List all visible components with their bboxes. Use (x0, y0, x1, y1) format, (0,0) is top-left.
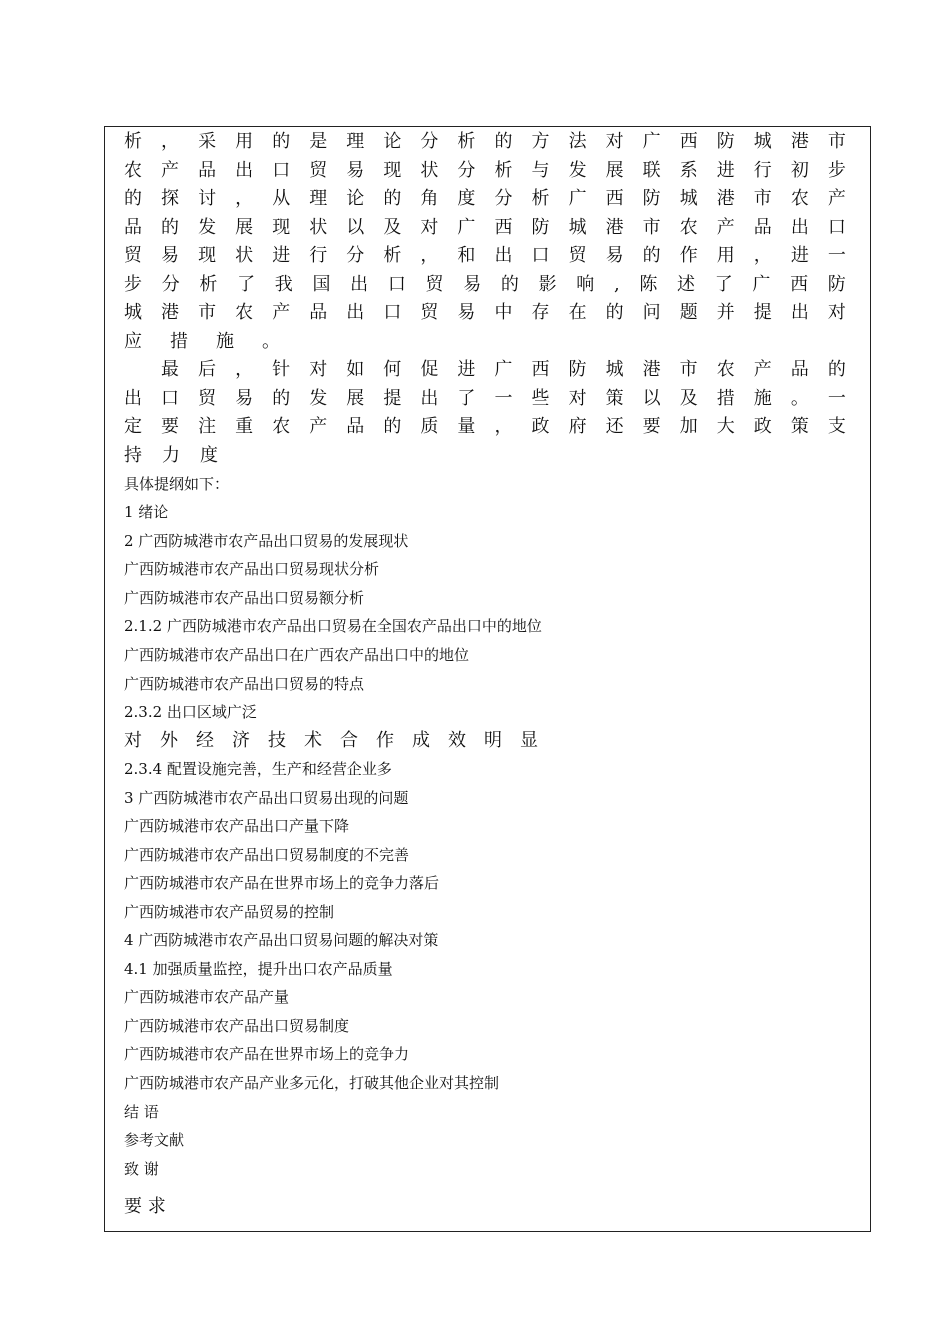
outline-heading: 具体提纲如下： (124, 475, 230, 493)
paragraph-line: 步 分 析 了 我 国 出 口 贸 易 的 影 响 , 陈 述 了 广 西 防 (124, 274, 846, 295)
outline-conclusion: 结 语 (124, 1103, 159, 1121)
outline-item: 广西防城港市农产品出口贸易额分析 (124, 589, 365, 607)
paragraph-line: 贸 易 现 状 进 行 分 析 ， 和 出 口 贸 易 的 作 用 ， 进 一 (124, 245, 846, 266)
outline-item: 广西防城港市农产品出口贸易的特点 (124, 675, 365, 693)
outline-item: 广西防城港市农产品出口贸易现状分析 (124, 560, 380, 578)
outline-item: 广西防城港市农产品贸易的控制 (124, 903, 335, 921)
outline-item: 2 广西防城港市农产品出口贸易的发展现状 (124, 532, 409, 550)
outline-item: 广西防城港市农产品产量 (124, 988, 290, 1006)
requirements-heading: 要 求 (124, 1196, 166, 1217)
paragraph-line: 品 的 发 展 现 状 以 及 对 广 西 防 城 港 市 农 产 品 出 口 (124, 217, 846, 238)
paragraph-line: 的 探 讨 ， 从 理 论 的 角 度 分 析 广 西 防 城 港 市 农 产 (124, 188, 846, 209)
outline-item: 广西防城港市农产品出口贸易制度的不完善 (124, 846, 410, 864)
outline-thanks: 致 谢 (124, 1160, 159, 1178)
paragraph-line: 定 要 注 重 农 产 品 的 质 量 ， 政 府 还 要 加 大 政 策 支 (124, 416, 846, 437)
paragraph-line: 出 口 贸 易 的 发 展 提 出 了 一 些 对 策 以 及 措 施 。 一 (124, 388, 846, 409)
outline-item: 广西防城港市农产品在世界市场上的竞争力 (124, 1045, 410, 1063)
outline-item: 广西防城港市农产品产业多元化，打破其他企业对其控制 (124, 1074, 500, 1092)
paragraph-first-line: 最 后 ， 针 对 如 何 促 进 广 西 防 城 港 市 农 产 品 的 (161, 359, 846, 380)
outline-item: 2.3.2 出口区域广泛 (124, 703, 257, 721)
outline-item: 1 绪论 (124, 503, 169, 521)
outline-item: 2.1.2 广西防城港市农产品出口贸易在全国农产品出口中的地位 (124, 617, 542, 635)
outline-item: 广西防城港市农产品出口在广西农产品出口中的地位 (124, 646, 470, 664)
outline-item: 4.1 加强质量监控，提升出口农产品质量 (124, 960, 393, 978)
outline-item: 广西防城港市农产品在世界市场上的竞争力落后 (124, 874, 440, 892)
outline-item: 广西防城港市农产品出口贸易制度 (124, 1017, 350, 1035)
paragraph-line: 农 产 品 出 口 贸 易 现 状 分 析 与 发 展 联 系 进 行 初 步 (124, 160, 846, 181)
outline-item: 2.3.4 配置设施完善，生产和经营企业多 (124, 760, 392, 778)
outline-item: 4 广西防城港市农产品出口贸易问题的解决对策 (124, 931, 439, 949)
outline-item: 3 广西防城港市农产品出口贸易出现的问题 (124, 789, 409, 807)
paragraph-line: 城 港 市 农 产 品 出 口 贸 易 中 存 在 的 问 题 并 提 出 对 (124, 302, 846, 323)
outline-item-large: 对外经济技术合作成效明显 (124, 730, 556, 751)
paragraph-last-line: 持力度 (124, 445, 238, 466)
outline-references: 参考文献 (124, 1131, 185, 1149)
paragraph-last-line: 应措施。 (124, 331, 308, 352)
paragraph-line: 析 ， 采 用 的 是 理 论 分 析 的 方 法 对 广 西 防 城 港 市 (124, 131, 846, 152)
outline-item: 广西防城港市农产品出口产量下降 (124, 817, 350, 835)
